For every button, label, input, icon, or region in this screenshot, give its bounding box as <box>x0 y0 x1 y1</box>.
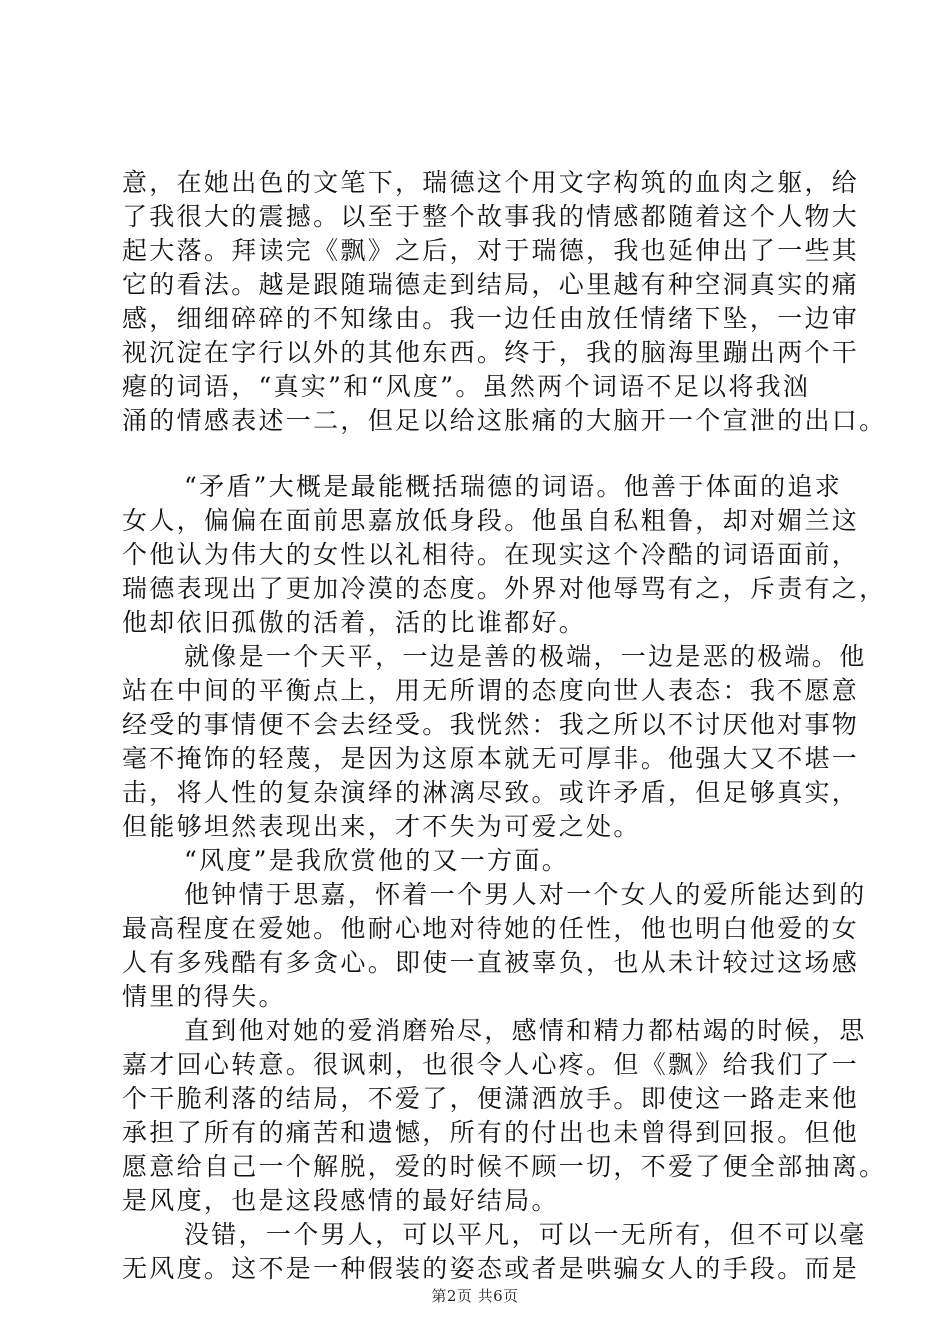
text-line: 直到他对她的爱消磨殆尽，感情和精力都枯竭的时候，思 <box>184 1016 867 1045</box>
text-line: 涌的情感表述一二，但足以给这胀痛的大脑开一个宣泄的出口。 <box>122 406 887 435</box>
paragraph-love <box>122 878 867 1014</box>
paragraph-intro <box>122 166 887 438</box>
paragraph-balance <box>122 640 867 844</box>
text-line: 起大落。拜读完《飘》之后，对于瑞德，我也延伸出了一些其 <box>122 236 860 265</box>
text-line: 情里的得失。 <box>122 982 286 1011</box>
text-line: 它的看法。越是跟随瑞德走到结局，心里越有种空洞真实的痛 <box>122 270 860 299</box>
text-line: 感，细细碎碎的不知缘由。我一边任由放任情绪下坠，一边审 <box>122 304 860 333</box>
text-line: 嘉才回心转意。很讽刺，也很令人心疼。但《飘》给我们了一 <box>122 1050 860 1079</box>
page-number-footer: 第2页 共6页 <box>431 1287 519 1305</box>
text-line: 了我很大的震撼。以至于整个故事我的情感都随着这个人物大 <box>122 202 860 231</box>
document-body <box>122 166 887 1286</box>
text-line: 没错，一个男人，可以平凡，可以一无所有，但不可以毫 <box>184 1220 867 1249</box>
text-line: 女人，偏偏在面前思嘉放低身段。他虽自私粗鲁，却对媚兰这 <box>122 506 860 535</box>
text-line: 愿意给自己一个解脱，爱的时候不顾一切，不爱了便全部抽离。 <box>122 1152 887 1181</box>
text-line: 站在中间的平衡点上，用无所谓的态度向世人表态：我不愿意 <box>122 676 860 705</box>
paragraph-grace <box>122 844 834 878</box>
text-line: 瑞德表现出了更加冷漠的态度。外界对他辱骂有之，斥责有之， <box>122 574 887 603</box>
text-line: 就像是一个天平，一边是善的极端，一边是恶的极端。他 <box>184 642 867 671</box>
text-line: 个他认为伟大的女性以礼相待。在现实这个冷酷的词语面前， <box>122 540 860 569</box>
paragraph-contradiction <box>122 470 887 640</box>
text-line: 承担了所有的痛苦和遗憾，所有的付出也未曾得到回报。但他 <box>122 1118 860 1147</box>
text-line: 经受的事情便不会去经受。我恍然：我之所以不讨厌他对事物 <box>122 710 860 739</box>
text-line: 最高程度在爱她。他耐心地对待她的任性，他也明白他爱的女 <box>122 914 860 943</box>
text-line: 击，将人性的复杂演绎的淋漓尽致。或许矛盾，但足够真实， <box>122 778 860 807</box>
paragraph-spacer <box>122 438 834 470</box>
text-line: 瘪的词语，“真实”和“风度”。虽然两个词语不足以将我汹 <box>122 372 811 401</box>
text-line: 是风度，也是这段感情的最好结局。 <box>122 1186 559 1215</box>
text-line: 他却依旧孤傲的活着，活的比谁都好。 <box>122 608 587 637</box>
text-line: “风度”是我欣赏他的又一方面。 <box>184 846 570 875</box>
text-line: 毫不掩饰的轻蔑，是因为这原本就无可厚非。他强大又不堪一 <box>122 744 860 773</box>
paragraph-conclusion <box>122 1218 867 1286</box>
text-line: 他钟情于思嘉，怀着一个男人对一个女人的爱所能达到的 <box>184 880 867 909</box>
text-line: 但能够坦然表现出来，才不失为可爱之处。 <box>122 812 641 841</box>
text-line: 视沉淀在字行以外的其他东西。终于，我的脑海里蹦出两个干 <box>122 338 860 367</box>
text-line: “矛盾”大概是最能概括瑞德的词语。他善于体面的追求 <box>184 472 843 501</box>
text-line: 个干脆利落的结局，不爱了，便潇洒放手。即使这一路走来他 <box>122 1084 860 1113</box>
text-line: 意，在她出色的文笔下，瑞德这个用文字构筑的血肉之躯，给 <box>122 168 860 197</box>
text-line: 无风度。这不是一种假装的姿态或者是哄骗女人的手段。而是 <box>122 1254 860 1283</box>
paragraph-ending <box>122 1014 887 1218</box>
text-line: 人有多残酷有多贪心。即使一直被辜负，也从未计较过这场感 <box>122 948 860 977</box>
